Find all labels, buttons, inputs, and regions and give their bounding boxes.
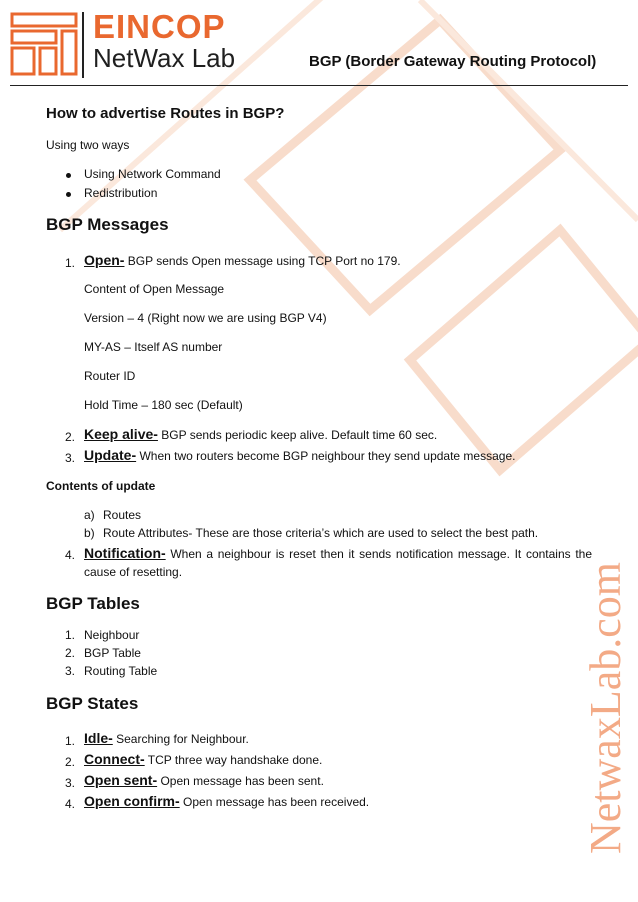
- message-keepalive: [84, 426, 437, 442]
- list-number: 2.: [65, 430, 76, 444]
- list-number: 1.: [65, 628, 76, 642]
- contents-marker: b): [84, 526, 95, 540]
- state-text: Searching for Neighbour.: [112, 732, 249, 746]
- eincop-logo-icon: [10, 12, 86, 78]
- contents-heading: Contents of update: [46, 479, 156, 493]
- state-text: Open message has been received.: [179, 795, 370, 809]
- site-watermark: [574, 540, 634, 860]
- list-number: 3.: [65, 776, 76, 790]
- contents-marker: a): [84, 508, 95, 522]
- list-number: 1.: [65, 734, 76, 748]
- table-item: Neighbour: [84, 628, 140, 642]
- table-item: Routing Table: [84, 664, 158, 678]
- advertise-item: Using Network Command: [84, 167, 221, 181]
- message-keepalive-lead: Keep alive-: [84, 426, 158, 442]
- advertise-item: Redistribution: [84, 186, 158, 200]
- table-item: BGP Table: [84, 646, 141, 660]
- state-lead: Connect-: [84, 751, 145, 767]
- list-number: 3.: [65, 664, 76, 678]
- list-number: 2.: [65, 646, 76, 660]
- bullet: [66, 173, 71, 178]
- state-item: [84, 730, 249, 746]
- message-notification-text: When a neighbour is reset then it sends notification message. It contains the cause of resetting.: [84, 547, 592, 579]
- list-number: 4.: [65, 548, 76, 562]
- message-open: [84, 252, 401, 268]
- open-detail: Content of Open Message: [84, 282, 225, 296]
- list-number: 2.: [65, 755, 76, 769]
- states-heading: BGP States: [46, 694, 139, 713]
- list-number: 3.: [65, 451, 76, 465]
- contents-item: Routes: [103, 508, 142, 522]
- list-number: 1.: [65, 256, 76, 270]
- bullet: [66, 192, 71, 197]
- state-item: [84, 793, 369, 809]
- state-text: TCP three way handshake done.: [144, 753, 323, 767]
- state-item: [84, 772, 324, 788]
- messages-heading: BGP Messages: [46, 215, 169, 234]
- message-notification-lead: Notification-: [84, 545, 166, 561]
- state-text: Open message has been sent.: [157, 774, 324, 788]
- tables-heading: BGP Tables: [46, 594, 140, 613]
- open-detail: Hold Time – 180 sec (Default): [84, 398, 243, 412]
- brand-name-bottom: NetWax Lab: [93, 43, 236, 73]
- message-update-lead: Update-: [84, 447, 137, 463]
- watermark-text: NetwaxLab.com: [581, 562, 630, 854]
- state-lead: Idle-: [84, 730, 113, 746]
- state-lead: Open sent-: [84, 772, 158, 788]
- message-update: [84, 447, 515, 463]
- message-open-text: BGP sends Open message using TCP Port no 179.: [124, 254, 401, 268]
- message-notification: [84, 544, 592, 581]
- header-divider: [10, 85, 628, 86]
- contents-item: Route Attributes- These are those criteria’s which are used to select the best path.: [103, 526, 539, 540]
- open-detail: Version – 4 (Right now we are using BGP V4): [84, 311, 327, 325]
- brand-name-top: EINCOP: [93, 8, 226, 45]
- list-number: 4.: [65, 797, 76, 811]
- open-detail: Router ID: [84, 369, 136, 383]
- open-detail: MY-AS – Itself AS number: [84, 340, 223, 354]
- message-open-lead: Open-: [84, 252, 125, 268]
- state-lead: Open confirm-: [84, 793, 180, 809]
- advertise-intro: Using two ways: [46, 138, 130, 152]
- document-title: BGP (Border Gateway Routing Protocol): [309, 53, 597, 70]
- state-item: [84, 751, 322, 767]
- message-update-text: When two routers become BGP neighbour they send update message.: [136, 449, 516, 463]
- message-keepalive-text: BGP sends periodic keep alive. Default time 60 sec.: [157, 428, 438, 442]
- advertise-heading: How to advertise Routes in BGP?: [46, 105, 285, 122]
